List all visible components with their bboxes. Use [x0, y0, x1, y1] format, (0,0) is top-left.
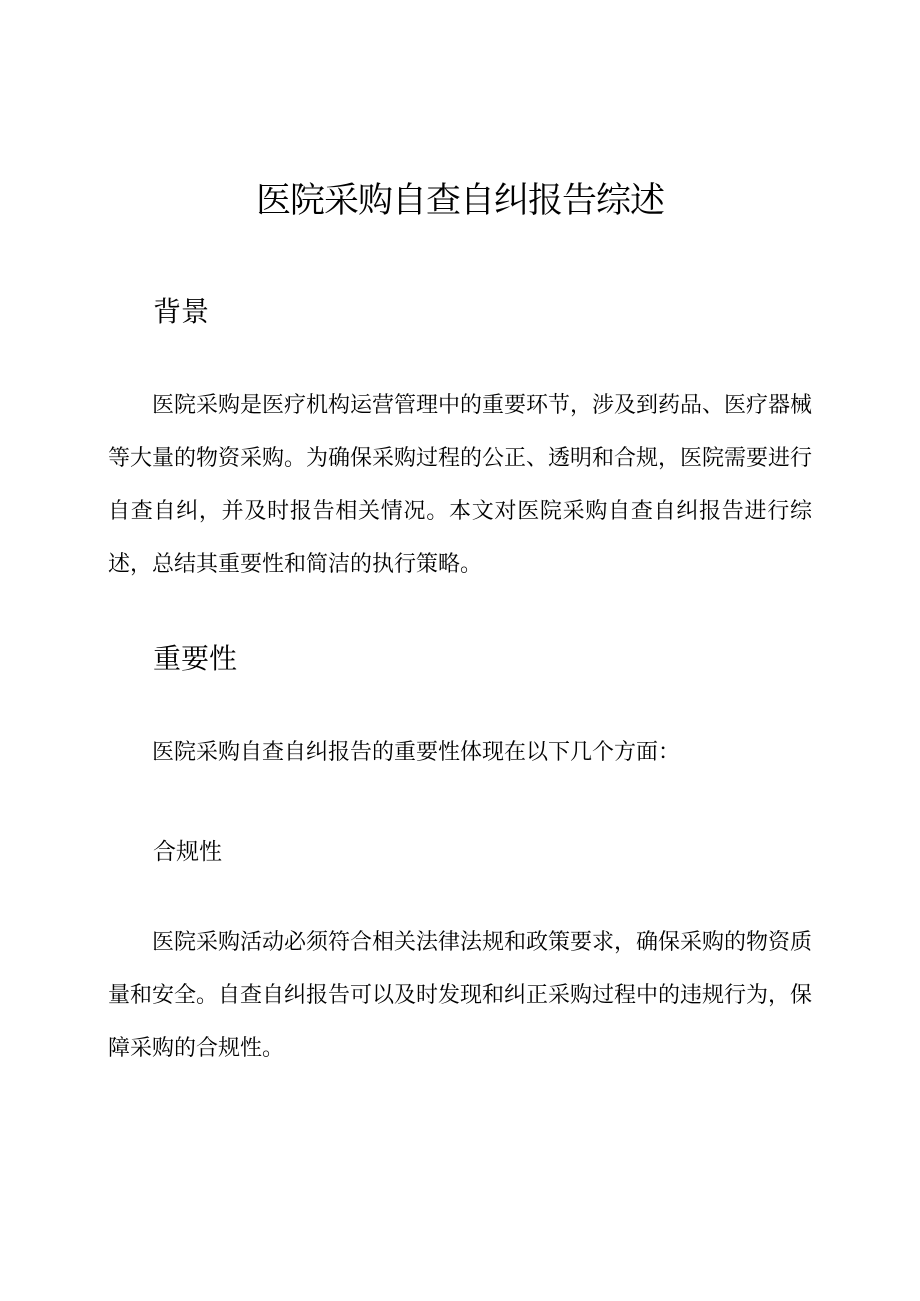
section-paragraph-background: 医院采购是医疗机构运营管理中的重要环节，涉及到药品、医疗器械等大量的物资采购。为确保采购过程的公正、透明和合规，医院需要进行自查自纠，并及时报告相关情况。本文对医院采购自查自纠报告进行综述，总结其重要性和简洁的执行策略。 [108, 393, 813, 577]
subsection-paragraph-compliance: 医院采购活动必须符合相关法律法规和政策要求，确保采购的物资质量和安全。自查自纠报告可以及时发现和纠正采购过程中的违规行为，保障采购的合规性。 [108, 930, 813, 1061]
section-paragraph-importance: 医院采购自查自纠报告的重要性体现在以下几个方面： [152, 740, 681, 765]
section-heading-importance: 重要性 [153, 642, 238, 675]
section-heading-background: 背景 [153, 295, 210, 328]
document-title: 医院采购自查自纠报告综述 [255, 181, 664, 221]
subsection-heading-compliance: 合规性 [153, 839, 222, 865]
